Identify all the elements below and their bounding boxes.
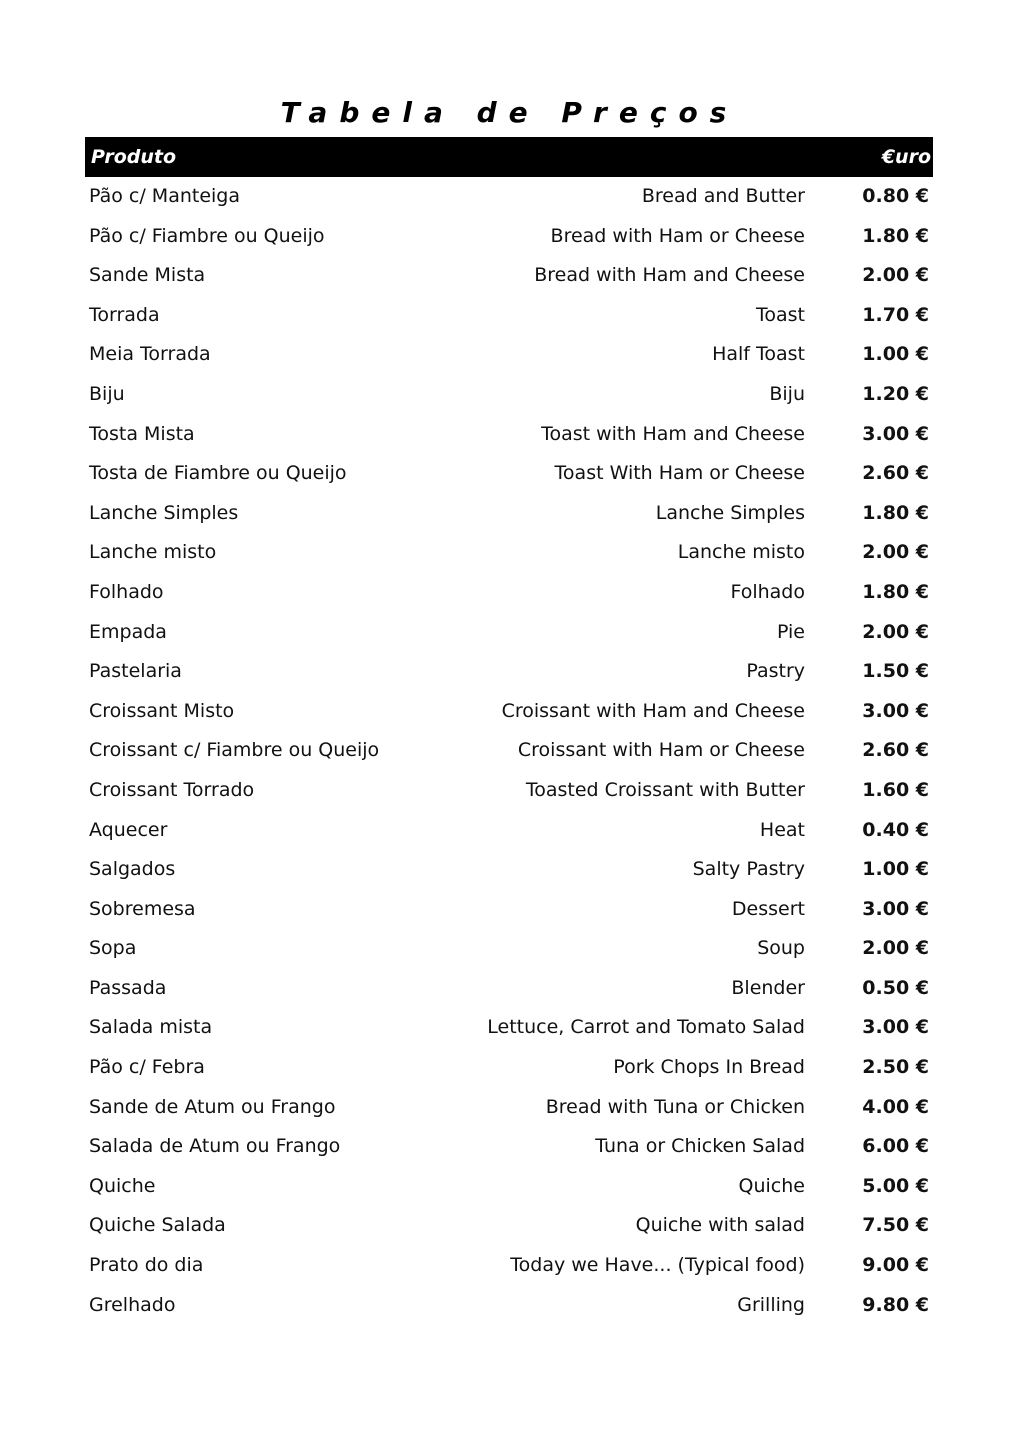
product-name-pt: Quiche: [89, 1174, 156, 1197]
product-name-pt: Lanche misto: [89, 541, 217, 564]
product-name-en: Dessert: [731, 897, 805, 920]
product-name-en: Bread with Ham and Cheese: [534, 264, 805, 287]
product-price: 3.00 €: [862, 1016, 929, 1039]
product-price: 1.80 €: [862, 224, 929, 247]
product-name-en: Bread with Ham or Cheese: [550, 224, 805, 247]
table-row: [85, 256, 933, 296]
table-row: [85, 296, 933, 336]
table-row: [85, 1048, 933, 1088]
product-price: 1.20 €: [862, 382, 929, 405]
table-row: [85, 533, 933, 573]
product-name-en: Heat: [759, 818, 805, 841]
product-price: 1.80 €: [862, 580, 929, 603]
table-row: [85, 494, 933, 534]
product-price: 2.00 €: [862, 937, 929, 960]
table-row: [85, 969, 933, 1009]
product-name-pt: Folhado: [89, 580, 164, 603]
table-row: [85, 692, 933, 732]
product-name-pt: Salada de Atum ou Frango: [89, 1135, 341, 1158]
product-price: 4.00 €: [862, 1095, 929, 1118]
table-row: [85, 1088, 933, 1128]
product-name-en: Half Toast: [712, 343, 805, 366]
product-name-pt: Pão c/ Febra: [89, 1056, 205, 1079]
product-name-pt: Sande de Atum ou Frango: [89, 1095, 336, 1118]
product-price: 1.00 €: [862, 343, 929, 366]
product-name-en: Toast: [756, 303, 805, 326]
product-price: 1.00 €: [862, 858, 929, 881]
product-name-pt: Tosta Mista: [89, 422, 195, 445]
table-row: [85, 811, 933, 851]
product-name-pt: Meia Torrada: [89, 343, 211, 366]
product-name-pt: Croissant Misto: [89, 699, 235, 722]
product-price: 3.00 €: [862, 422, 929, 445]
product-name-en: Grilling: [737, 1293, 805, 1316]
product-price: 2.50 €: [862, 1056, 929, 1079]
table-row: [85, 1286, 933, 1326]
product-name-en: Pastry: [746, 660, 805, 683]
product-name-pt: Prato do dia: [89, 1254, 204, 1277]
product-name-en: Quiche with salad: [635, 1214, 805, 1237]
product-name-en: Toast with Ham and Cheese: [541, 422, 805, 445]
product-name-en: Bread with Tuna or Chicken: [545, 1095, 805, 1118]
product-name-en: Tuna or Chicken Salad: [595, 1135, 805, 1158]
product-name-pt: Aquecer: [89, 818, 168, 841]
page-title: Tabela de Preços: [280, 96, 739, 129]
product-price: 1.80 €: [862, 501, 929, 524]
product-price: 0.40 €: [862, 818, 929, 841]
table-row: [85, 415, 933, 455]
product-name-en: Lettuce, Carrot and Tomato Salad: [487, 1016, 805, 1039]
product-price: 3.00 €: [862, 897, 929, 920]
product-name-en: Pie: [776, 620, 805, 643]
product-price: 5.00 €: [862, 1174, 929, 1197]
product-price: 0.80 €: [862, 185, 929, 207]
product-price: 7.50 €: [862, 1214, 929, 1237]
product-name-en: Lanche Simples: [655, 501, 805, 524]
table-row: [85, 1246, 933, 1286]
product-price: 2.00 €: [862, 541, 929, 564]
product-name-pt: Passada: [89, 976, 167, 999]
product-price: 2.60 €: [862, 739, 929, 762]
product-name-en: Croissant with Ham and Cheese: [501, 699, 805, 722]
table-header: [85, 137, 933, 177]
product-price: 2.00 €: [862, 620, 929, 643]
table-row: [85, 217, 933, 257]
table-body: [85, 177, 933, 1325]
header-product: Produto: [91, 146, 177, 168]
product-name-pt: Quiche Salada: [89, 1214, 226, 1237]
table-row: [85, 1206, 933, 1246]
product-name-pt: Sopa: [89, 937, 137, 960]
product-name-en: Lanche misto: [677, 541, 805, 564]
table-row: [85, 454, 933, 494]
product-price: 1.60 €: [862, 778, 929, 801]
product-name-pt: Tosta de Fiambre ou Queijo: [89, 462, 347, 485]
table-row: [85, 850, 933, 890]
table-row: [85, 1167, 933, 1207]
product-name-en: Bread and Butter: [641, 185, 805, 207]
product-name-en: Biju: [769, 382, 805, 405]
product-name-en: Salty Pastry: [692, 858, 805, 881]
table-row: [85, 771, 933, 811]
product-name-en: Today we Have... (Typical food): [510, 1254, 805, 1277]
product-price: 0.50 €: [862, 976, 929, 999]
product-name-pt: Torrada: [89, 303, 160, 326]
product-price: 2.00 €: [862, 264, 929, 287]
product-name-pt: Croissant Torrado: [89, 778, 255, 801]
product-name-pt: Sobremesa: [89, 897, 196, 920]
product-name-en: Croissant with Ham or Cheese: [517, 739, 805, 762]
product-name-pt: Salada mista: [89, 1016, 213, 1039]
product-name-pt: Sande Mista: [89, 264, 206, 287]
product-price: 1.50 €: [862, 660, 929, 683]
product-price: 6.00 €: [862, 1135, 929, 1158]
product-name-pt: Pão c/ Manteiga: [89, 185, 240, 207]
product-name-pt: Empada: [89, 620, 167, 643]
product-name-en: Toasted Croissant with Butter: [525, 778, 805, 801]
table-row: [85, 652, 933, 692]
product-price: 3.00 €: [862, 699, 929, 722]
product-name-en: Quiche: [738, 1174, 805, 1197]
product-name-pt: Pão c/ Fiambre ou Queijo: [89, 224, 325, 247]
product-price: 9.80 €: [862, 1293, 929, 1316]
product-name-en: Toast With Ham or Cheese: [554, 462, 805, 485]
table-row: [85, 1008, 933, 1048]
product-name-pt: Salgados: [89, 858, 176, 881]
product-name-pt: Croissant c/ Fiambre ou Queijo: [89, 739, 380, 762]
table-row: [85, 375, 933, 415]
product-name-pt: Grelhado: [89, 1293, 176, 1316]
product-price: 9.00 €: [862, 1254, 929, 1277]
product-name-en: Pork Chops In Bread: [613, 1056, 805, 1079]
table-row: [85, 573, 933, 613]
product-price: 1.70 €: [862, 303, 929, 326]
product-name-pt: Biju: [89, 382, 125, 405]
table-row: [85, 177, 933, 217]
product-name-en: Blender: [731, 976, 805, 999]
product-price: 2.60 €: [862, 462, 929, 485]
table-row: [85, 731, 933, 771]
product-name-pt: Lanche Simples: [89, 501, 239, 524]
header-currency: €uro: [881, 146, 931, 168]
table-row: [85, 929, 933, 969]
price-table: [85, 137, 933, 1325]
product-name-pt: Pastelaria: [89, 660, 182, 683]
table-row: [85, 613, 933, 653]
table-row: [85, 335, 933, 375]
product-name-en: Soup: [757, 937, 805, 960]
table-row: [85, 1127, 933, 1167]
product-name-en: Folhado: [730, 580, 805, 603]
table-row: [85, 890, 933, 930]
